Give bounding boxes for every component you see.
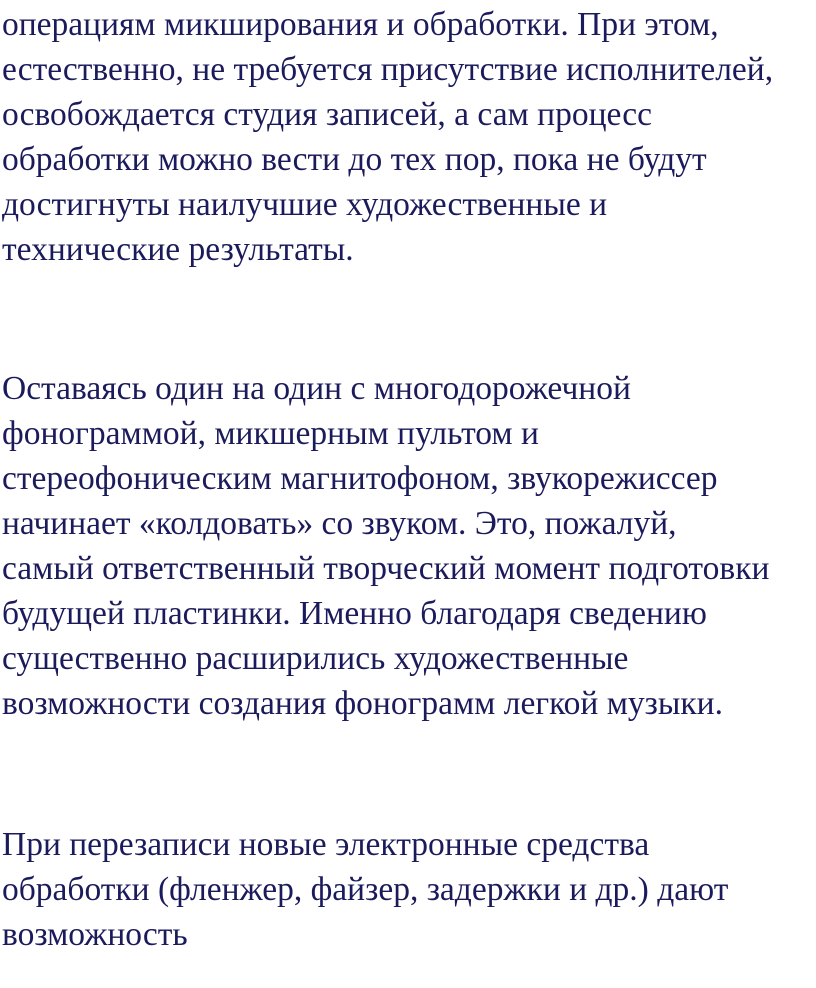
text-line: обработки можно вести до тех пор, пока не будут: [2, 141, 707, 178]
text-line: При перезаписи новые электронные средства: [2, 826, 650, 863]
text-line: операциям микширования и обработки. При этом,: [2, 6, 719, 43]
text-line: естественно, не требуется присутствие исполнителей,: [2, 51, 774, 88]
text-line: будущей пластинки. Именно благодаря сведению: [2, 595, 707, 632]
text-line: стереофоническим магнитофоном, звукорежиссер: [2, 460, 718, 497]
text-line: фонограммой, микшерным пультом и: [2, 415, 539, 452]
text-line: Оставаясь один на один с многодорожечной: [2, 370, 631, 407]
text-line: возможность: [2, 916, 188, 953]
text-line: существенно расширились художественные: [2, 640, 629, 677]
text-line: обработки (фленжер, файзер, задержки и др.) дают: [2, 871, 729, 908]
text-line: достигнуты наилучшие художественные и: [2, 186, 608, 223]
text-line: начинает «колдовать» со звуком. Это, пожалуй,: [2, 505, 677, 542]
text-line: возможности создания фонограмм легкой музыки.: [2, 685, 723, 722]
text-line: самый ответственный творческий момент подготовки: [2, 550, 770, 587]
text-line: освобождается студия записей, а сам процесс: [2, 96, 652, 133]
text-line: технические результаты.: [2, 231, 354, 268]
